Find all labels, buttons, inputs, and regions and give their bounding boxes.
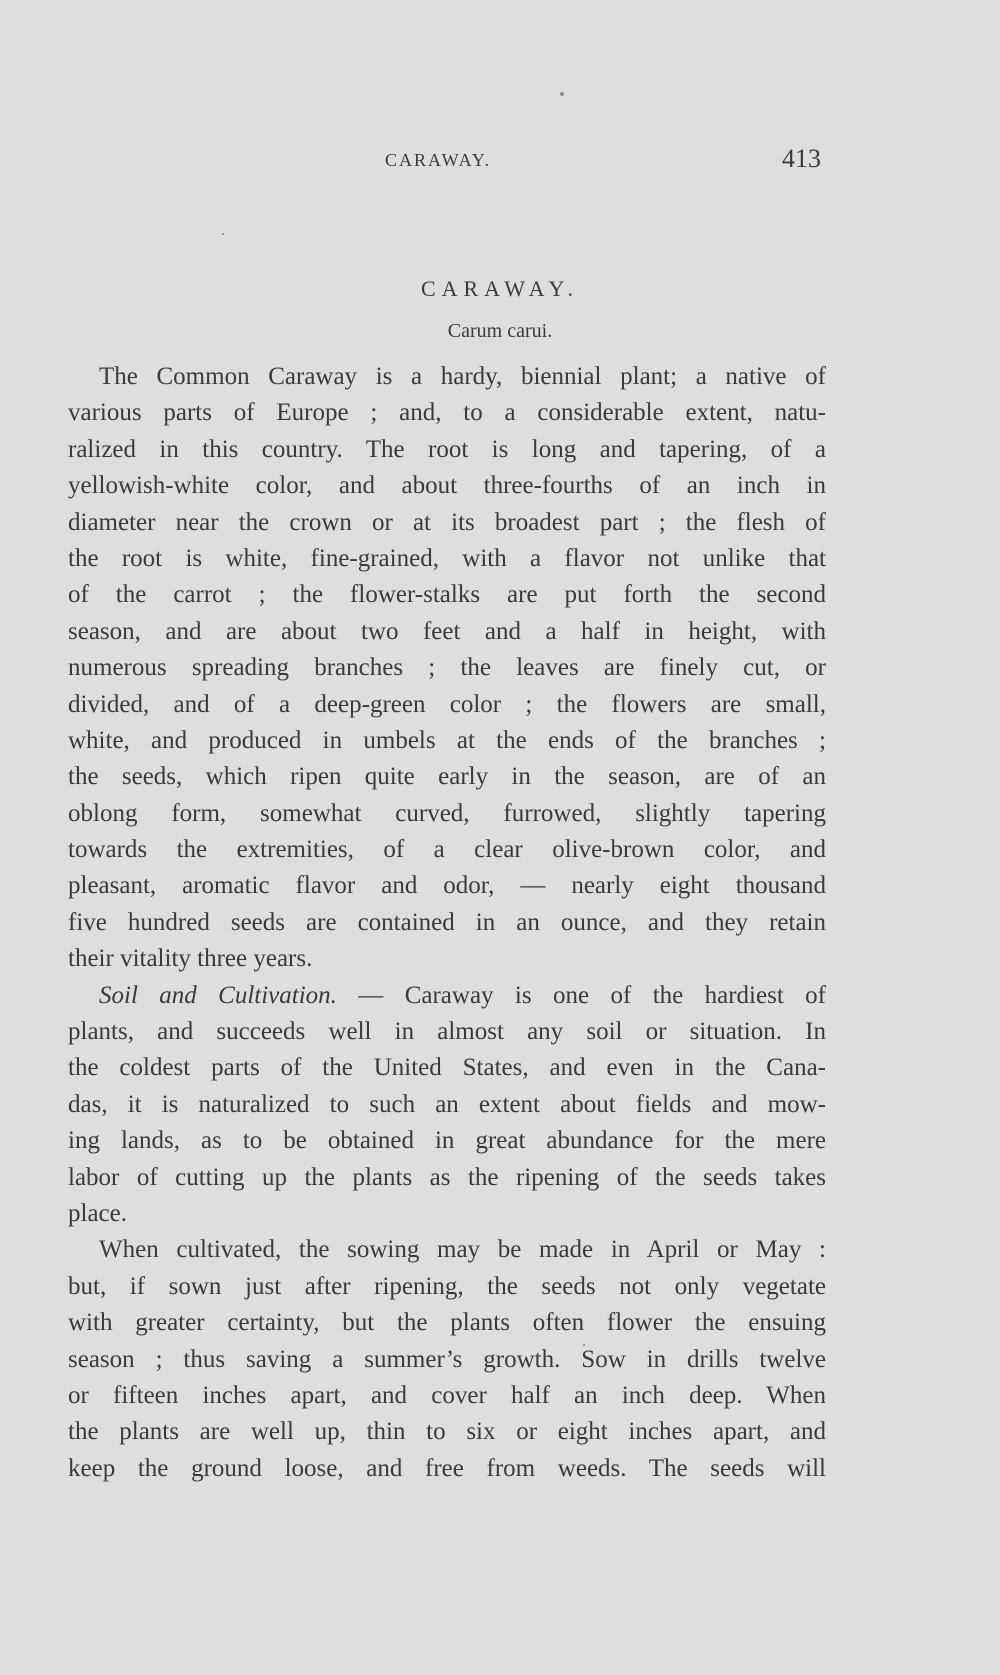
text-line: season ; thus saving a summer’s growth. Sow in drills twelve	[68, 1345, 826, 1373]
text-line: ing lands, as to be obtained in great abundance for the mere	[68, 1127, 826, 1155]
text-line: their vitality three years.	[68, 945, 313, 973]
text-line-rest: — Caraway is one of the hardiest of	[336, 981, 826, 1009]
text-line: or fifteen inches apart, and cover half an inch deep. When	[68, 1381, 826, 1409]
section-heading: Soil and Cultivation.	[99, 981, 337, 1009]
text-line: the plants are well up, thin to six or eight inches apart, and	[68, 1418, 826, 1446]
text-line: with greater certainty, but the plants often flower the ensuing	[68, 1309, 826, 1337]
text-line: oblong form, somewhat curved, furrowed, slightly tapering	[68, 799, 826, 827]
text-line: various parts of Europe ; and, to a considerable extent, natu-	[68, 399, 826, 427]
text-line: das, it is naturalized to such an extent about fields and mow-	[68, 1090, 826, 1118]
text-line: yellowish-white color, and about three-fourths of an inch in	[68, 472, 826, 500]
running-title: CARAWAY.	[385, 150, 492, 170]
section-heading-line	[68, 978, 826, 1014]
text-line: plants, and succeeds well in almost any soil or situation. In	[68, 1018, 826, 1046]
text-line: the coldest parts of the United States, and even in the Cana-	[68, 1054, 826, 1082]
text-line: season, and are about two feet and a half in height, with	[68, 617, 826, 645]
text-line: of the carrot ; the flower-stalks are put forth the second	[68, 581, 826, 609]
text-line: towards the extremities, of a clear olive-brown color, and	[68, 836, 826, 864]
text-line: the seeds, which ripen quite early in the season, are of an	[68, 763, 826, 791]
body-text	[68, 359, 826, 1487]
paper-speck	[560, 92, 564, 96]
running-header	[0, 140, 1000, 180]
text-line: ralized in this country. The root is long and tapering, of a	[68, 435, 826, 463]
paper-speck	[222, 233, 224, 235]
page-number: 413	[782, 144, 821, 173]
text-line: but, if sown just after ripening, the seeds not only vegetate	[68, 1272, 826, 1300]
text-line: numerous spreading branches ; the leaves are finely cut, or	[68, 654, 826, 682]
text-line: the root is white, fine-grained, with a flavor not unlike that	[68, 544, 826, 572]
text-line: When cultivated, the sowing may be made in April or May :	[99, 1236, 826, 1264]
text-line: pleasant, aromatic flavor and odor, — nearly eight thousand	[68, 872, 826, 900]
latin-name: Carum carui.	[447, 320, 553, 342]
text-line: divided, and of a deep-green color ; the flowers are small,	[68, 690, 826, 718]
chapter-title: CARAWAY.	[420, 276, 580, 301]
text-line: keep the ground loose, and free from weeds. The seeds will	[68, 1454, 826, 1482]
text-line: five hundred seeds are contained in an ounce, and they retain	[68, 908, 826, 936]
text-line: labor of cutting up the plants as the ripening of the seeds takes	[68, 1163, 826, 1191]
text-line: The Common Caraway is a hardy, biennial plant; a native of	[99, 363, 826, 390]
text-line: white, and produced in umbels at the ends of the branches ;	[68, 726, 826, 754]
text-line: diameter near the crown or at its broadest part ; the flesh of	[68, 508, 826, 536]
text-line: place.	[68, 1199, 127, 1227]
